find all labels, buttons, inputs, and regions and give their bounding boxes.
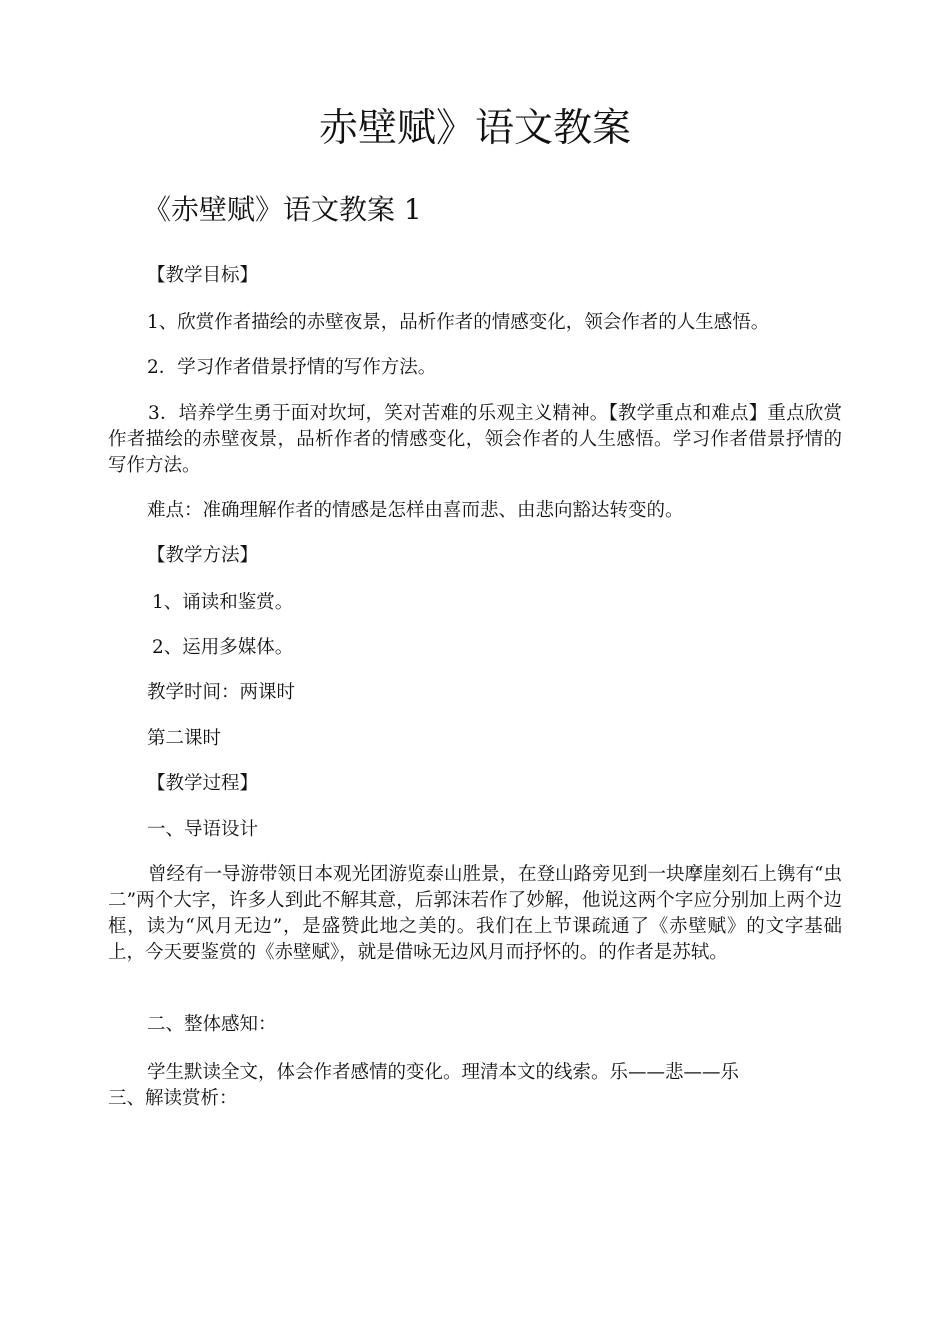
lesson-label: 第二课时 (147, 728, 222, 749)
lesson-plan-subtitle: 《赤壁赋》语文教案 1 (143, 193, 422, 226)
section-1-heading: 一、导语设计 (147, 819, 259, 840)
teaching-time: 教学时间：两课时 (147, 682, 296, 703)
document-title: 赤壁赋》语文教案 (318, 106, 631, 151)
objective-1: 1、欣赏作者描绘的赤壁夜景，品析作者的情感变化，领会作者的人生感悟。 (147, 312, 770, 333)
objectives-heading: 【教学目标】 (147, 265, 259, 286)
section-2-body: 学生默读全文，体会作者感情的变化。理清本文的线索。乐——悲——乐 (147, 1062, 740, 1083)
section-1-body: 曾经有一导游带领日本观光团游览泰山胜景，在登山路旁见到一块摩崖刻石上镌有“虫二”两个大字，许多人到此不解其意，后郭沫若作了妙解，他说这两个字应分别加上两个边框，读为“风月无边”，是盛赞此地之美的。我们在上节课疏通了《赤壁赋》的文字基础上，今天要鉴赏的《赤壁赋》，就是借咏无边风月而抒怀的。的作者是苏轼。 (108, 864, 842, 963)
difficulty-text: 难点：准确理解作者的情感是怎样由喜而悲、由悲向豁达转变的。 (147, 500, 684, 521)
process-heading: 【教学过程】 (147, 773, 259, 794)
section-2-heading: 二、整体感知： (147, 1014, 277, 1035)
objective-2: 2．学习作者借景抒情的写作方法。 (147, 357, 437, 378)
method-2: 2、运用多媒体。 (152, 637, 294, 658)
method-1: 1、诵读和鉴赏。 (152, 592, 294, 613)
methods-heading: 【教学方法】 (147, 545, 259, 566)
section-3-heading: 三、解读赏析： (108, 1088, 238, 1109)
objective-3-and-focus: 3．培养学生勇于面对坎坷，笑对苦难的乐观主义精神。【教学重点和难点】重点欣赏作者描绘的赤壁夜景，品析作者的情感变化，领会作者的人生感悟。学习作者借景抒情的写作方法。 (108, 403, 842, 476)
